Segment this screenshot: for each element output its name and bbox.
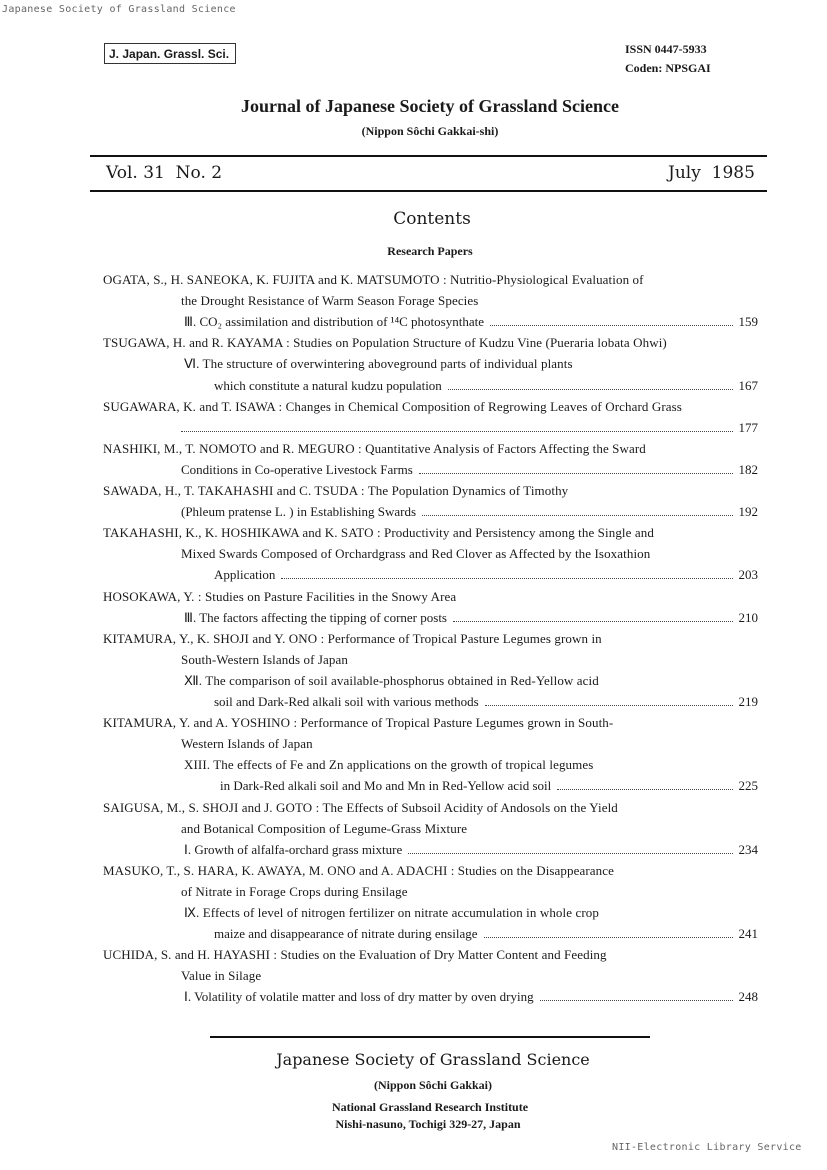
toc-line-text: Ⅲ. The factors affecting the tipping of corner posts: [184, 609, 447, 625]
page-number: 177: [738, 419, 758, 435]
page-number: 248: [738, 989, 758, 1005]
toc-line: of Nitrate in Forage Crops during Ensilage: [181, 883, 408, 899]
toc-line: South-Western Islands of Japan: [181, 651, 348, 667]
page-number: 167: [738, 377, 758, 393]
month: July: [668, 163, 701, 183]
toc-line: [184, 610, 758, 626]
toc-authors-line: KITAMURA, Y., K. SHOJI and Y. ONO : Performance of Tropical Pasture Legumes grown in: [103, 630, 602, 646]
footer-address: Nishi-nasuno, Tochigi 329-27, Japan: [335, 1117, 521, 1131]
footer-institute: National Grassland Research Institute: [331, 1100, 529, 1114]
toc-line: [214, 694, 758, 710]
toc-line: Ⅻ. The comparison of soil available-phosphorus obtained in Red-Yellow acid: [184, 672, 599, 688]
short-title: J. Japan. Grassl. Sci.: [109, 47, 230, 61]
toc-line: [184, 989, 758, 1005]
toc-line-text: Conditions in Co-operative Livestock Farms: [181, 461, 413, 477]
toc-authors-line: HOSOKAWA, Y. : Studies on Pasture Facilities in the Snowy Area: [103, 588, 457, 604]
toc-line: [181, 462, 758, 478]
toc-line: [214, 926, 758, 942]
dot-leader: [422, 515, 732, 516]
toc-authors-line: SAWADA, H., T. TAKAHASHI and C. TSUDA : The Population Dynamics of Timothy: [103, 483, 569, 498]
toc-line: [184, 314, 758, 330]
toc-line-text: maize and disappearance of nitrate during ensilage: [214, 926, 478, 942]
toc-line-text: Ⅲ. CO₂ assimilation and distribution of ¹⁴C photosynthate: [184, 314, 484, 330]
page-number: 225: [738, 778, 758, 794]
contents-heading: Contents: [393, 209, 471, 229]
toc-line-text: soil and Dark-Red alkali soil with various methods: [214, 694, 479, 709]
dot-leader: [419, 473, 733, 474]
toc-authors-line: TAKAHASHI, K., K. HOSHIKAWA and K. SATO : Productivity and Persistency among the Single and: [103, 525, 654, 541]
toc-line: Ⅵ. The structure of overwintering aboveground parts of individual plants: [184, 356, 573, 372]
toc-line-text: Ⅰ. Growth of alfalfa-orchard grass mixture: [184, 841, 403, 857]
toc-line-text: which constitute a natural kudzu population: [214, 377, 442, 393]
footer-society-jp: (Nippon Sôchi Gakkai): [373, 1078, 493, 1092]
journal-title: Journal of Japanese Society of Grassland Science: [241, 96, 619, 116]
footer-rule: [210, 1036, 650, 1038]
toc-line: and Botanical Composition of Legume-Grass Mixture: [181, 820, 468, 836]
dot-leader: [490, 325, 733, 326]
toc-line-text: Ⅰ. Volatility of volatile matter and loss of dry matter by oven drying: [184, 989, 534, 1005]
toc-line: [214, 378, 758, 394]
page-number: 182: [738, 461, 758, 477]
toc-authors-line: UCHIDA, S. and H. HAYASHI : Studies on the Evaluation of Dry Matter Content and Feeding: [103, 947, 607, 963]
bottom-rule: [90, 190, 767, 192]
toc-authors-line: KITAMURA, Y. and A. YOSHINO : Performance of Tropical Pasture Legumes grown in South-: [103, 715, 614, 731]
issue-volume-number: [106, 163, 222, 183]
dot-leader: [408, 853, 732, 854]
toc-line: [214, 567, 758, 583]
page-number: 241: [738, 926, 758, 942]
toc-authors-line: SUGAWARA, K. and T. ISAWA : Changes in Chemical Composition of Regrowing Leaves of Orchard Grass: [103, 398, 682, 414]
dot-leader: [484, 937, 733, 938]
toc-authors-line: NASHIKI, M., T. NOMOTO and R. MEGURO : Quantitative Analysis of Factors Affecting the Sward: [103, 440, 646, 456]
volume: Vol. 31: [106, 163, 165, 183]
section-heading: Research Papers: [387, 244, 473, 258]
toc-line: Western Islands of Japan: [181, 736, 313, 752]
number: No. 2: [175, 163, 223, 183]
page-number: 192: [738, 504, 758, 520]
dot-leader: [557, 789, 732, 790]
toc-line: Value in Silage: [181, 968, 262, 984]
toc-authors-line: OGATA, S., H. SANEOKA, K. FUJITA and K. MATSUMOTO : Nutritio-Physiological Evaluation of: [103, 272, 644, 287]
toc-authors-line: TSUGAWA, H. and R. KAYAMA : Studies on Population Structure of Kudzu Vine (Pueraria lobata Ohwi): [103, 335, 667, 351]
top-rule: [90, 155, 767, 157]
toc-line: [220, 778, 758, 794]
toc-line: the Drought Resistance of Warm Season Forage Species: [181, 293, 479, 309]
footer-society: Japanese Society of Grassland Science: [276, 1050, 590, 1069]
year: 1985: [711, 163, 755, 183]
dot-leader: [540, 1000, 733, 1001]
toc-line: [181, 504, 758, 520]
watermark-bottom: NII-Electronic Library Service: [612, 1142, 802, 1153]
page-number: 219: [738, 694, 758, 709]
toc-line-text: Application: [214, 567, 276, 583]
issn: ISSN 0447-5933: [625, 42, 707, 56]
toc-line: [184, 842, 758, 858]
toc-line: Mixed Swards Composed of Orchardgrass and Red Clover as Affected by the Isoxathion: [181, 546, 651, 562]
journal-subtitle: (Nippon Sôchi Gakkai-shi): [361, 124, 499, 138]
page-number: 210: [738, 609, 758, 625]
toc-line-text: (Phleum pratense L. ) in Establishing Swards: [181, 504, 417, 520]
toc-authors-line: MASUKO, T., S. HARA, K. AWAYA, M. ONO and A. ADACHI : Studies on the Disappearance: [103, 862, 615, 878]
coden: Coden: NPSGAI: [625, 61, 711, 75]
issue-date: [668, 163, 755, 183]
dot-leader: [448, 389, 733, 390]
toc-line: Ⅸ. Effects of level of nitrogen fertilizer on nitrate accumulation in whole crop: [184, 905, 599, 920]
page-number: 159: [738, 314, 758, 330]
dot-leader: [485, 705, 733, 706]
toc-line-text: in Dark-Red alkali soil and Mo and Mn in Red-Yellow acid soil: [220, 778, 552, 794]
dot-leader: [181, 431, 733, 432]
toc-authors-line: SAIGUSA, M., S. SHOJI and J. GOTO : The Effects of Subsoil Acidity of Andosols on the Yield: [103, 799, 618, 815]
watermark-top: Japanese Society of Grassland Science: [2, 4, 236, 15]
toc-line: XIII. The effects of Fe and Zn applications on the growth of tropical legumes: [184, 757, 594, 773]
dot-leader: [281, 578, 732, 579]
short-title-box: [104, 43, 236, 64]
toc-line: [181, 420, 758, 436]
page-number: 234: [738, 841, 758, 857]
page-number: 203: [738, 567, 758, 583]
dot-leader: [453, 621, 733, 622]
